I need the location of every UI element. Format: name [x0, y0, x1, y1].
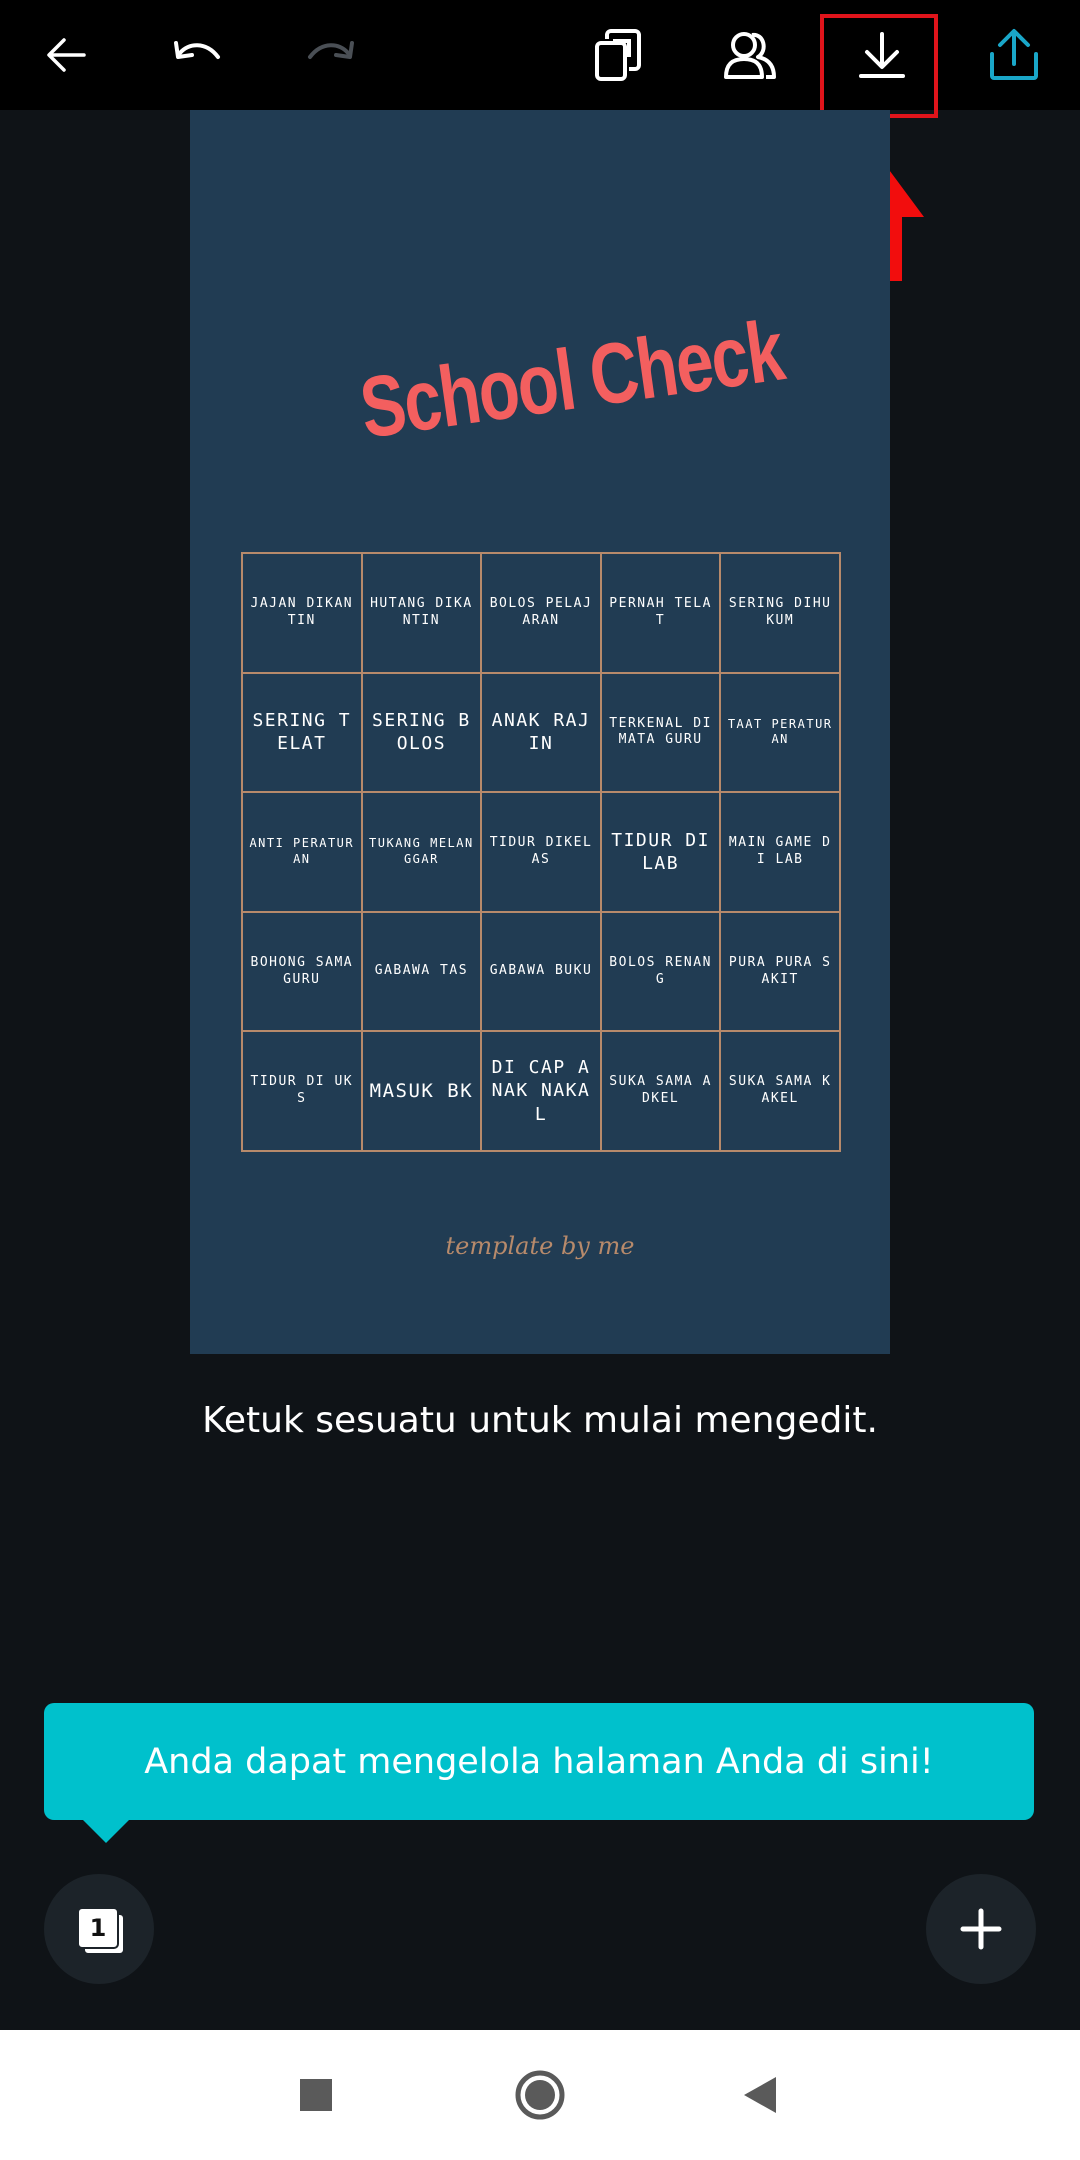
grid-cell[interactable]: TIDUR DIKELAS — [481, 792, 601, 912]
design-page[interactable] — [190, 110, 890, 1354]
grid-cell[interactable]: TAAT PERATURAN — [720, 673, 840, 793]
tooltip-text: Anda dapat mengelola halaman Anda di sini! — [144, 1741, 934, 1782]
share-people-button[interactable] — [690, 0, 810, 110]
page-manager-button[interactable] — [44, 1874, 154, 1984]
grid-cell[interactable]: MAIN GAME DI LAB — [720, 792, 840, 912]
pages-button[interactable] — [558, 0, 678, 110]
grid-cell[interactable]: SERING TELAT — [242, 673, 362, 793]
arrow-left-icon — [42, 31, 90, 79]
undo-button[interactable] — [138, 0, 258, 110]
pages-tooltip[interactable] — [44, 1703, 1034, 1820]
circle-icon — [514, 2069, 566, 2121]
grid-cell[interactable]: SERING DIHUKUM — [720, 553, 840, 673]
pages-stack-icon — [77, 1907, 121, 1951]
back-button[interactable] — [6, 0, 126, 110]
grid-cell[interactable]: PURA PURA SAKIT — [720, 912, 840, 1032]
grid-cell[interactable]: HUTANG DIKANTIN — [362, 553, 482, 673]
plus-icon — [959, 1907, 1003, 1951]
edit-hint-text: Ketuk sesuatu untuk mulai mengedit. — [202, 1400, 878, 1441]
back-nav-button[interactable] — [730, 2065, 790, 2125]
system-nav-bar — [0, 2030, 1080, 2160]
grid-cell[interactable]: SERING BOLOS — [362, 673, 482, 793]
tooltip-pointer — [82, 1819, 130, 1843]
grid-cell[interactable]: TERKENAL DI MATA GURU — [601, 673, 721, 793]
grid-cell[interactable]: TIDUR DI UKS — [242, 1031, 362, 1151]
people-icon — [722, 29, 778, 81]
grid-cell[interactable]: JAJAN DIKANTIN — [242, 553, 362, 673]
grid-cell[interactable]: BOLOS RENANG — [601, 912, 721, 1032]
grid-cell[interactable]: BOHONG SAMA GURU — [242, 912, 362, 1032]
download-highlight-box — [820, 14, 938, 118]
recents-button[interactable] — [286, 2065, 346, 2125]
upload-share-icon — [988, 28, 1040, 82]
square-icon — [299, 2078, 333, 2112]
design-signature[interactable]: template by me — [445, 1232, 635, 1260]
grid-cell[interactable]: ANAK RAJIN — [481, 673, 601, 793]
grid-cell[interactable]: GABAWA TAS — [362, 912, 482, 1032]
add-page-button[interactable] — [926, 1874, 1036, 1984]
undo-icon — [172, 35, 224, 75]
grid-cell[interactable]: SUKA SAMA KAKEL — [720, 1031, 840, 1151]
bingo-grid[interactable] — [241, 552, 841, 1152]
grid-cell[interactable]: SUKA SAMA ADKEL — [601, 1031, 721, 1151]
grid-cell[interactable]: TIDUR DI LAB — [601, 792, 721, 912]
grid-cell[interactable]: TUKANG MELANGGAR — [362, 792, 482, 912]
grid-cell[interactable]: PERNAH TELAT — [601, 553, 721, 673]
redo-icon — [304, 35, 356, 75]
design-title[interactable]: School Check — [354, 302, 789, 457]
share-button[interactable] — [954, 0, 1074, 110]
triangle-back-icon — [742, 2075, 778, 2115]
grid-cell[interactable]: DI CAP ANAK NAKAL — [481, 1031, 601, 1151]
grid-cell[interactable]: MASUK BK — [362, 1031, 482, 1151]
redo-button[interactable] — [270, 0, 390, 110]
grid-cell[interactable]: ANTI PERATURAN — [242, 792, 362, 912]
copy-pages-icon — [593, 27, 643, 83]
grid-cell[interactable]: BOLOS PELAJARAN — [481, 553, 601, 673]
page-count-label: 1 — [77, 1907, 119, 1949]
grid-cell[interactable]: GABAWA BUKU — [481, 912, 601, 1032]
home-button[interactable] — [510, 2065, 570, 2125]
